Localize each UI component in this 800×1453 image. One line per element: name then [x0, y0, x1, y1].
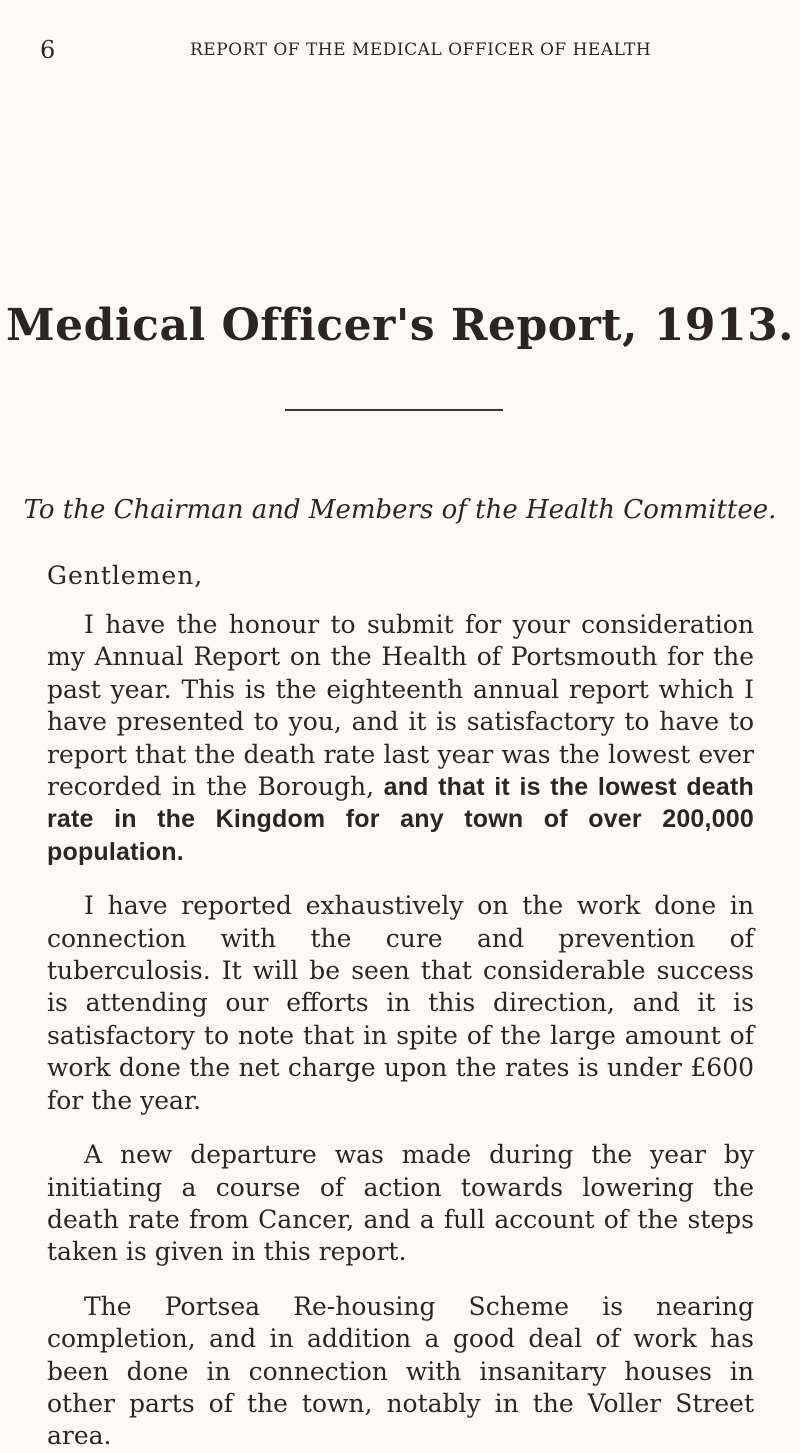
salutation: Gentlemen, — [47, 561, 204, 590]
report-body — [47, 609, 754, 1453]
page-number: 6 — [40, 36, 56, 64]
address-line: To the Chairman and Members of the Health Committee. — [23, 495, 777, 525]
paragraph-1-emphasis: and that it is the lowest death rate in the Kingdom for any town of over 200,000 population. — [47, 773, 754, 866]
title-divider — [285, 409, 503, 411]
report-title: Medical Officer's Report, 1913. — [5, 300, 795, 351]
running-header: REPORT OF THE MEDICAL OFFICER OF HEALTH — [190, 40, 652, 60]
paragraph-1-text: I have the honour to submit for your consideration my Annual Report on the Health of Portsmouth for the past year. This is the eighteenth annual report which I have presented to you, and it is satisfactory to have to report that the death rate last year was the lowest ever recorded in the Borough, — [47, 610, 754, 802]
paragraph-2: I have reported exhaustively on the work done in connection with the cure and prevention of tuberculosis. It will be seen that considerable success is attending our efforts in this direction, and it is satisfactory to note that in spite of the large amount of work done the net charge upon the rates is under £600 for the year. — [47, 891, 754, 1115]
paragraph-4: The Portsea Re-housing Scheme is nearing completion, and in addition a good deal of work has been done in connection with insanitary houses in other parts of the town, notably in the Voller Street area. — [47, 1291, 754, 1451]
paragraph-3: A new departure was made during the year by initiating a course of action towards lowering the death rate from Cancer, and a full account of the steps taken is given in this report. — [47, 1140, 754, 1267]
paragraph-1 — [47, 609, 754, 868]
